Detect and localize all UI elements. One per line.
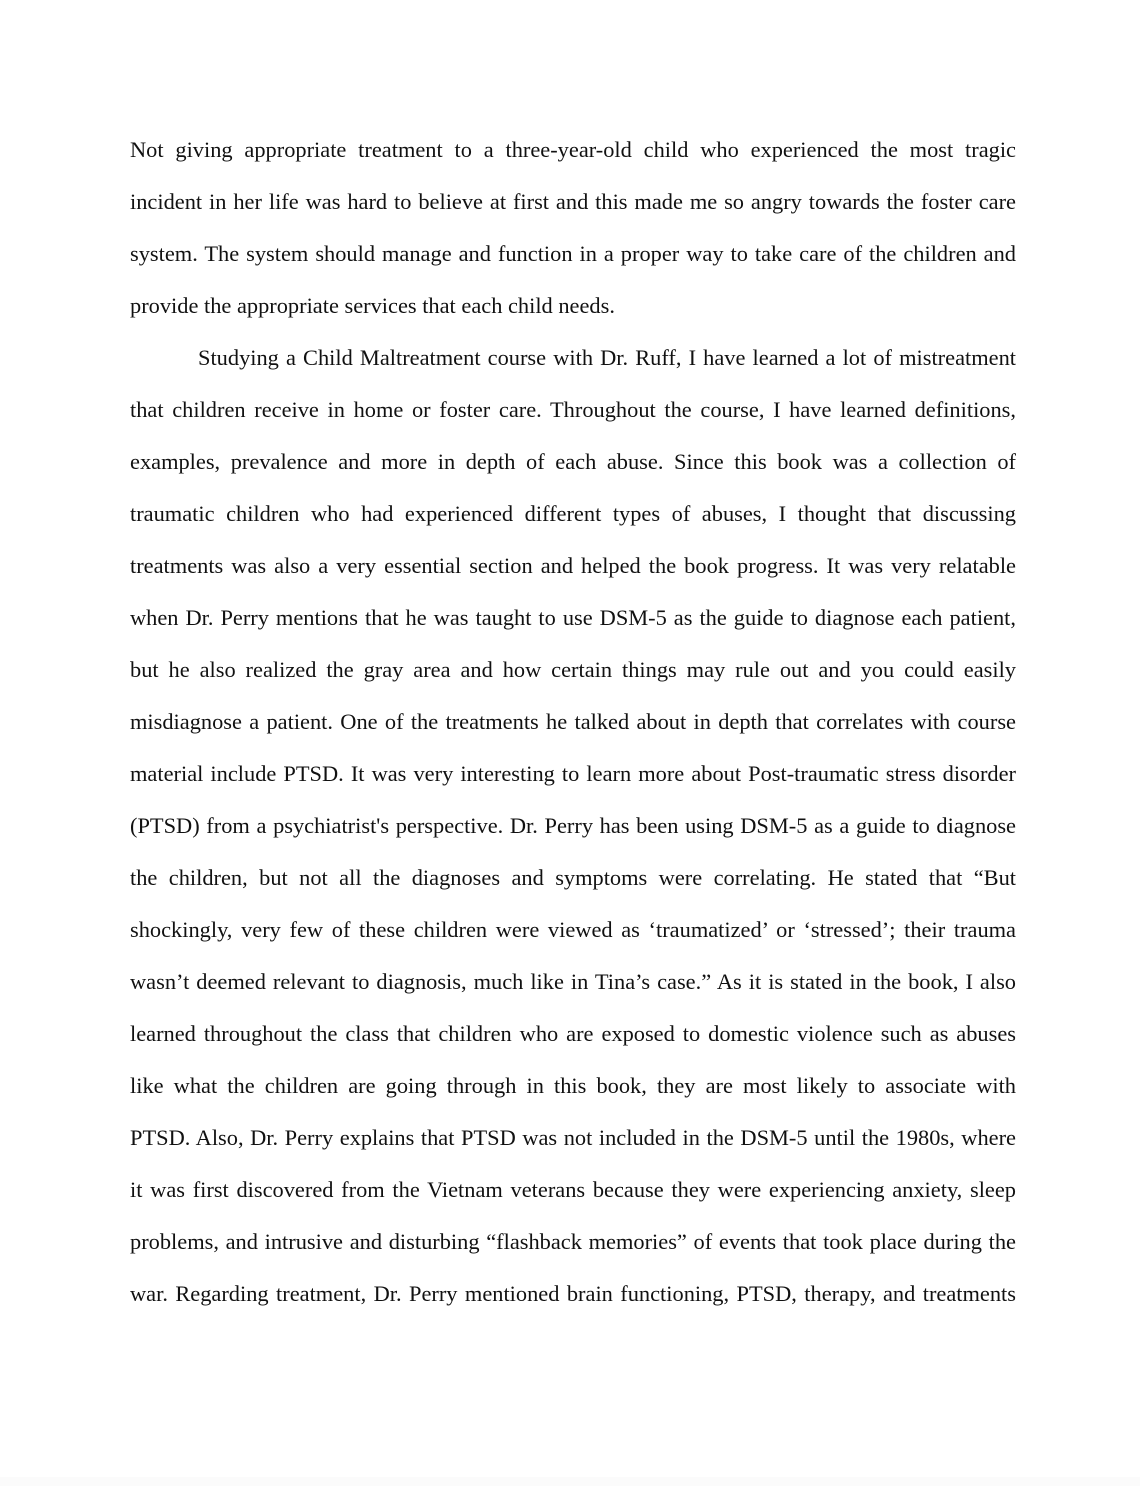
text-line: when Dr. Perry mentions that he was taught to use DSM-5 as the guide to diagnose each patient, <box>130 605 1016 630</box>
text-line: Studying a Child Maltreatment course with Dr. Ruff, I have learned a lot of mistreatment <box>198 345 1016 370</box>
text-line: problems, and intrusive and disturbing “flashback memories” of events that took place during the <box>130 1229 1016 1254</box>
text-line: it was first discovered from the Vietnam veterans because they were experiencing anxiety, sleep <box>130 1177 1016 1202</box>
document-body <box>130 124 1016 1320</box>
text-line: shockingly, very few of these children were viewed as ‘traumatized’ or ‘stressed’; their trauma <box>130 917 1016 942</box>
text-line: Not giving appropriate treatment to a three-year-old child who experienced the most tragic <box>130 137 1016 162</box>
text-line: PTSD. Also, Dr. Perry explains that PTSD was not included in the DSM-5 until the 1980s, where <box>130 1125 1016 1150</box>
text-line: that children receive in home or foster care. Throughout the course, I have learned definitions, <box>130 397 1016 422</box>
text-line: incident in her life was hard to believe at first and this made me so angry towards the foster care <box>130 189 1016 214</box>
text-line: examples, prevalence and more in depth of each abuse. Since this book was a collection of <box>130 449 1016 474</box>
text-line: but he also realized the gray area and how certain things may rule out and you could easily <box>130 657 1016 682</box>
text-line: misdiagnose a patient. One of the treatments he talked about in depth that correlates with course <box>130 709 1016 734</box>
text-line: system. The system should manage and function in a proper way to take care of the children and <box>130 241 1016 266</box>
text-line: the children, but not all the diagnoses and symptoms were correlating. He stated that “But <box>130 865 1016 890</box>
text-line: wasn’t deemed relevant to diagnosis, much like in Tina’s case.” As it is stated in the book, I also <box>130 969 1016 994</box>
text-line: material include PTSD. It was very interesting to learn more about Post-traumatic stress disorder <box>130 761 1016 786</box>
text-line: provide the appropriate services that each child needs. <box>130 293 615 318</box>
text-line: war. Regarding treatment, Dr. Perry mentioned brain functioning, PTSD, therapy, and treatments <box>130 1281 1016 1306</box>
text-line: traumatic children who had experienced different types of abuses, I thought that discussing <box>130 501 1016 526</box>
text-line: treatments was also a very essential section and helped the book progress. It was very relatable <box>130 553 1016 578</box>
page-bottom-edge <box>0 1477 1140 1486</box>
text-line: (PTSD) from a psychiatrist's perspective. Dr. Perry has been using DSM-5 as a guide to diagnose <box>130 813 1016 838</box>
text-line: learned throughout the class that children who are exposed to domestic violence such as abuses <box>130 1021 1016 1046</box>
text-line: like what the children are going through in this book, they are most likely to associate with <box>130 1073 1016 1098</box>
